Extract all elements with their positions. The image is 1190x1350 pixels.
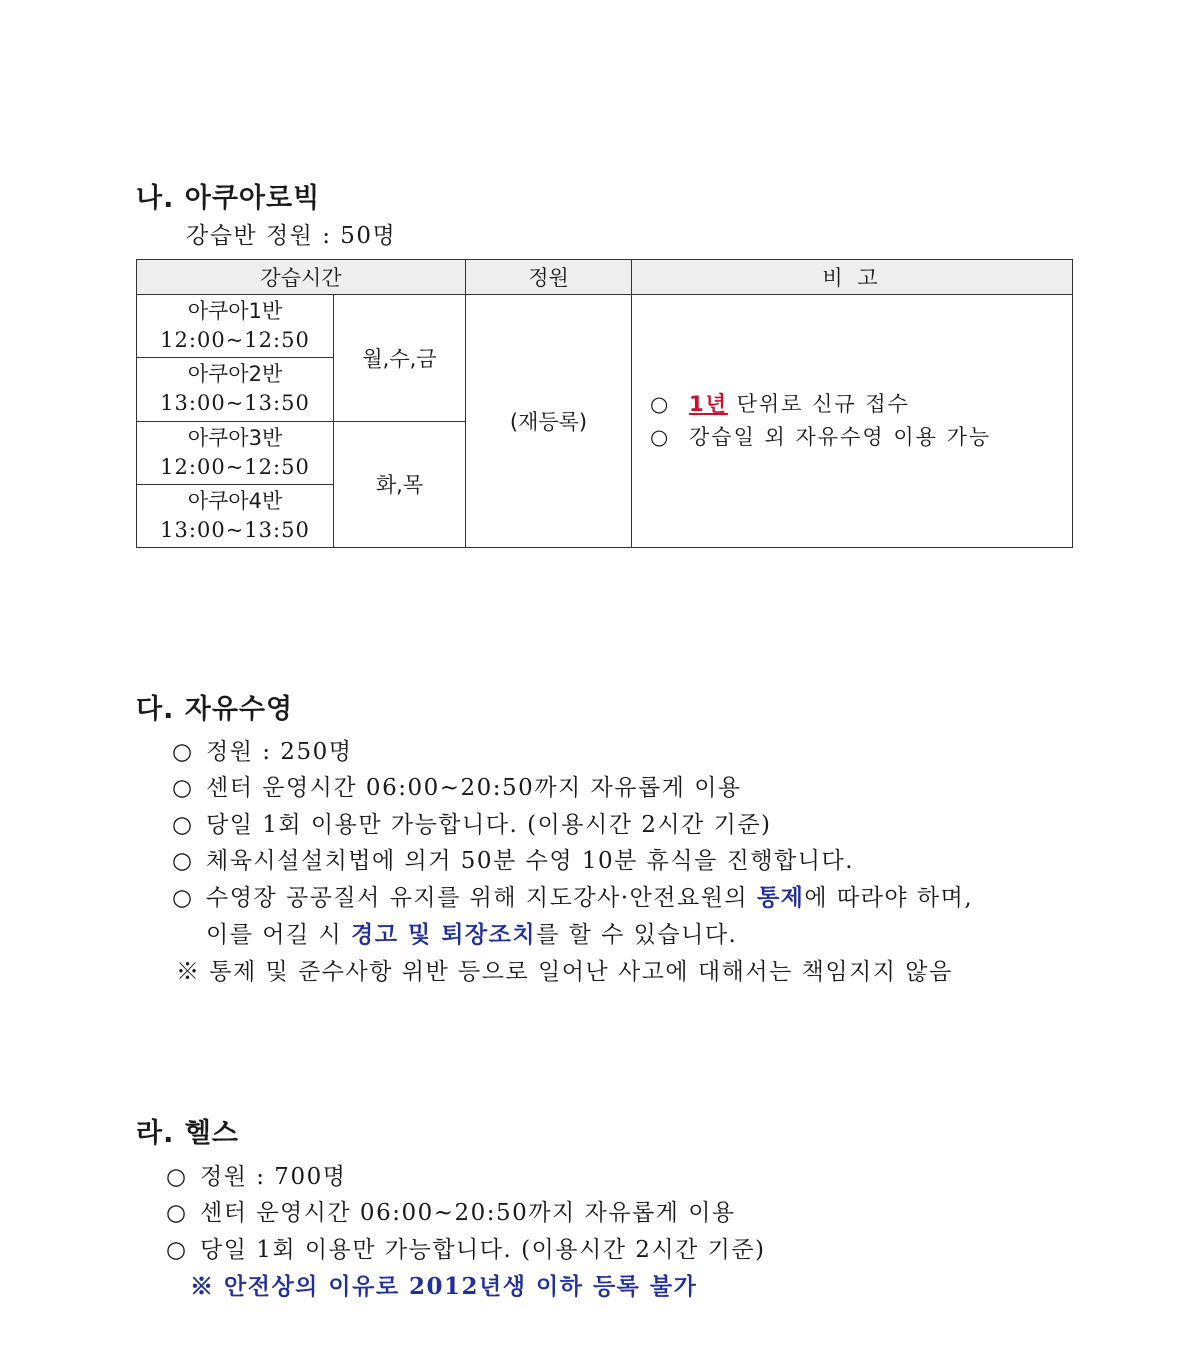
bullet-icon: ○ bbox=[166, 1200, 188, 1226]
bullet-icon: ○ bbox=[166, 1164, 188, 1190]
header-capacity: 정원 bbox=[466, 260, 632, 295]
remarks-cell bbox=[632, 295, 1073, 548]
remarks-text: 강습일 외 자유수영 이용 가능 bbox=[689, 425, 992, 449]
bullet-icon: ○ bbox=[172, 885, 194, 911]
class-name: 아쿠아1반 bbox=[187, 299, 283, 324]
list-item bbox=[172, 879, 973, 912]
list-item bbox=[172, 842, 854, 875]
remarks-text: 단위로 신규 접수 bbox=[727, 392, 910, 416]
list-item-text: 센터 운영시간 06:00~20:50까지 자유롭게 이용 bbox=[206, 775, 742, 801]
class-name: 아쿠아4반 bbox=[187, 488, 283, 513]
class-name: 아쿠아2반 bbox=[187, 362, 283, 387]
class-cell bbox=[137, 484, 334, 547]
bullet-icon: ○ bbox=[172, 775, 194, 801]
highlight-control: 통제 bbox=[756, 884, 805, 911]
list-item-continuation bbox=[206, 916, 737, 949]
free-swim-notice: ※ 통제 및 준수사항 위반 등으로 일어난 사고에 대해서는 책임지지 않음 bbox=[176, 959, 953, 985]
free-swim-heading: 다. 자유수영 bbox=[136, 694, 294, 725]
list-item-text: 이를 어길 시 bbox=[206, 922, 352, 948]
class-time: 13:00~13:50 bbox=[160, 517, 310, 542]
aquarobic-heading: 나. 아쿠아로빅 bbox=[136, 183, 321, 214]
highlight-warning-expulsion: 경고 및 퇴장조치 bbox=[351, 921, 537, 948]
list-item-text: 정원 : 250명 bbox=[206, 739, 353, 765]
bullet-icon: ○ bbox=[166, 1237, 188, 1263]
aquarobic-capacity: 강습반 정원 : 50명 bbox=[186, 223, 397, 249]
list-item-text: 정원 : 700명 bbox=[200, 1164, 347, 1190]
table-row bbox=[137, 295, 1073, 358]
capacity-cell: (재등록) bbox=[466, 295, 632, 548]
header-class-time: 강습시간 bbox=[137, 260, 466, 295]
class-time: 13:00~13:50 bbox=[160, 391, 310, 416]
class-name: 아쿠아3반 bbox=[187, 425, 283, 450]
bullet-icon: ○ bbox=[172, 812, 194, 838]
days-cell: 화,목 bbox=[334, 421, 466, 548]
bullet-icon: ○ bbox=[172, 739, 194, 765]
days-cell: 월,수,금 bbox=[334, 295, 466, 422]
class-time: 12:00~12:50 bbox=[160, 328, 310, 353]
health-notice: ※ 안전상의 이유로 2012년생 이하 등록 불가 bbox=[190, 1273, 698, 1300]
list-item bbox=[172, 806, 772, 839]
list-item-text: 센터 운영시간 06:00~20:50까지 자유롭게 이용 bbox=[200, 1200, 736, 1226]
remarks-line-1 bbox=[650, 388, 1072, 421]
list-item bbox=[166, 1194, 736, 1227]
remarks-highlight-1year: 1년 bbox=[689, 392, 728, 416]
list-item bbox=[166, 1231, 766, 1264]
class-cell bbox=[137, 295, 334, 358]
list-item bbox=[166, 1158, 346, 1191]
aquarobic-schedule-table bbox=[136, 259, 1073, 548]
table-header-row bbox=[137, 260, 1073, 295]
list-item-text: 당일 1회 이용만 가능합니다. (이용시간 2시간 기준) bbox=[200, 1237, 766, 1263]
class-cell bbox=[137, 421, 334, 484]
list-item-text: 당일 1회 이용만 가능합니다. (이용시간 2시간 기준) bbox=[206, 812, 772, 838]
list-item bbox=[172, 733, 352, 766]
bullet-icon: ○ bbox=[650, 425, 671, 449]
list-item-text: 에 따라야 하며, bbox=[804, 885, 974, 911]
class-time: 12:00~12:50 bbox=[160, 454, 310, 479]
list-item-text: 수영장 공공질서 유지를 위해 지도강사·안전요원의 bbox=[206, 885, 757, 911]
health-heading: 라. 헬스 bbox=[136, 1118, 239, 1149]
bullet-icon: ○ bbox=[172, 848, 194, 874]
remarks-line-2 bbox=[650, 421, 1072, 454]
list-item-text: 를 할 수 있습니다. bbox=[536, 922, 738, 948]
bullet-icon: ○ bbox=[650, 392, 671, 416]
list-item-text: 체육시설설치법에 의거 50분 수영 10분 휴식을 진행합니다. bbox=[206, 848, 855, 874]
class-cell bbox=[137, 358, 334, 421]
header-remarks: 비 고 bbox=[632, 260, 1073, 295]
list-item bbox=[172, 769, 742, 802]
